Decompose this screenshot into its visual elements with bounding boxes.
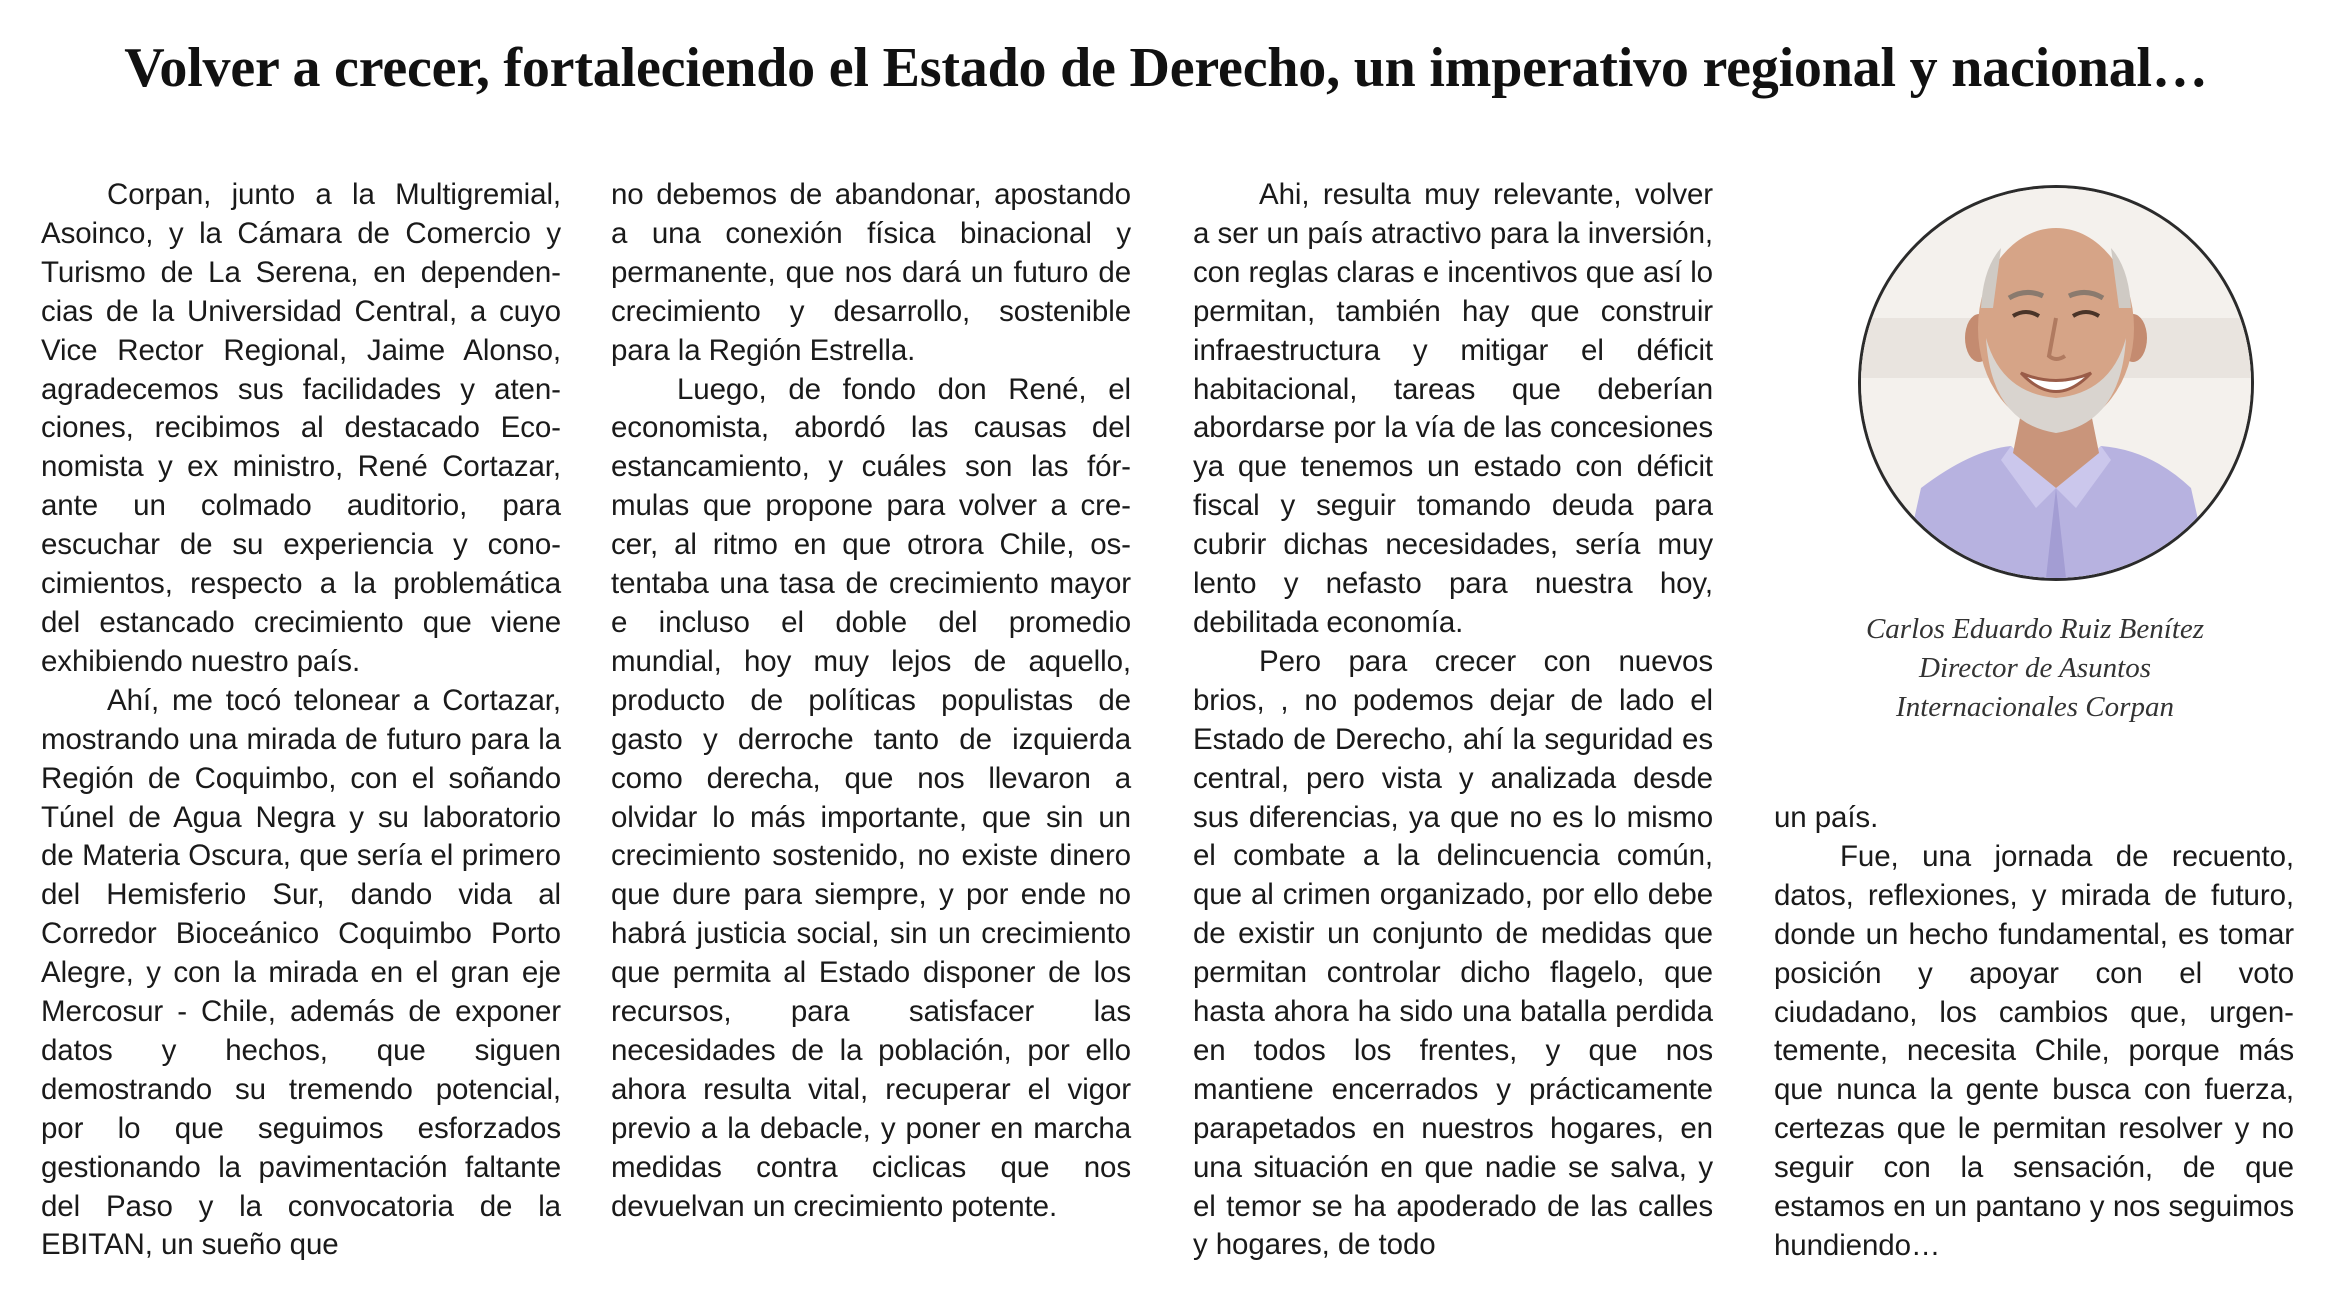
article-column-4 — [1774, 799, 2294, 1266]
author-photo-illustration — [1861, 188, 2251, 578]
paragraph-continued: no debemos de abandonar, apostando a una conexión física binacional y permanente, que nos dará un futuro de crecimiento y desarrollo, sostenible para la Región Estrella. — [611, 178, 1131, 367]
article-column-3 — [1193, 176, 1713, 1265]
author-caption — [1775, 610, 2295, 727]
author-portrait — [1858, 185, 2254, 581]
headline: Volver a crecer, fortaleciendo el Estado de Derecho, un imperativo regional y nacional… — [124, 37, 2208, 99]
paragraph: Corpan, junto a la Multigremial, Asoinco, y la Cámara de Comercio y Turismo de La Serena, en dependencias de la Universidad Central, a cuyo Vice Rector Regional, Jaime Alonso, agradecemos sus facilidades y atenciones, recibimos al destacado Economista y ex ministro, René Cortazar, ante un colmado auditorio, para escuchar de su experiencia y conocimientos, respecto a la problemática del estancado crecimiento que viene exhibiendo nuestro país. — [41, 178, 561, 678]
paragraph: Fue, una jornada de recuento, datos, reflexiones, y mirada de futuro, donde un hecho fundamental, es tomar posición y apoyar con el voto ciudadano, los cambios que, urgentemente, necesita Chile, porque más que nunca la gente busca con fuerza, certezas que le permitan resolver y no seguir con la sensación, de que estamos en un pantano y nos seguimos hundiendo… — [1774, 839, 2294, 1262]
paragraph-continued: un país. — [1774, 801, 1879, 834]
paragraph: Ahi, resulta muy relevante, volver a ser un país atractivo para la inversión, con reglas claras e incentivos que así lo permitan, también hay que construir infraestructura y mitigar el déficit habitacional, tareas que deberían abordarse por la vía de las concesiones ya que tenemos un estado con déficit fiscal y seguir tomando deuda para cubrir dichas necesidades, sería muy lento y nefasto para nuestra hoy, debilitada economía. — [1193, 178, 1713, 639]
paragraph: Luego, de fondo don René, el economista, abordó las causas del estancamiento, y cuáles son las fórmulas que propone para volver a crecer, al ritmo en que otrora Chile, ostentaba una tasa de crecimiento mayor e incluso el doble del promedio mundial, hoy muy lejos de aquello, producto de políticas populistas de gasto y derroche tanto de izquierda como derecha, que nos llevaron a olvidar lo más importante, que sin un crecimiento sostenido, no existe dinero que dure para siempre, y por ende no habrá justicia social, sin un crecimiento que permita al Estado disponer de los recursos, para satisfacer las necesidades de la población, por ello ahora resulta vital, recuperar el vigor previo a la debacle, y poner en marcha medidas contra ciclicas que nos devuelvan un crecimiento potente. — [611, 372, 1131, 1223]
paragraph: Ahí, me tocó telonear a Cortazar, mostrando una mirada de futuro para la Región de Coquimbo, con el soñando Túnel de Agua Negra y su laboratorio de Materia Oscura, que sería el primero del Hemisferio Sur, dando vida al Corredor Bioceánico Coquimbo Porto Alegre, y con la mirada en el gran eje Mercosur - Chile, además de exponer datos y hechos, que siguen demostrando su tremendo potencial, por lo que seguimos esforzados gestionando la pavimentación faltante del Paso y la convocatoria de la EBITAN, un sueño que — [41, 683, 561, 1262]
author-name: Carlos Eduardo Ruiz Benítez — [1865, 613, 2205, 645]
author-title: Director de Asuntos — [1919, 652, 2151, 684]
author-organization: Internacionales Corpan — [1896, 691, 2174, 723]
article-column-1 — [41, 176, 561, 1265]
paragraph: Pero para crecer con nuevos brios, , no podemos dejar de lado el Estado de Derecho, ahí la seguridad es central, pero vista y analizada desde sus diferencias, ya que no es lo mismo el combate a la delincuencia común, que al crimen organizado, por ello debe de existir un conjunto de medidas que permitan controlar dicho flagelo, que hasta ahora ha sido una batalla perdida en todos los frentes, y que nos mantiene encerrados y prácticamente parapetados en nuestros hogares, en una situación en que nadie se salva, y el temor se ha apoderado de las calles y hogares, de todo — [1193, 644, 1713, 1262]
article-column-2 — [611, 176, 1131, 1226]
